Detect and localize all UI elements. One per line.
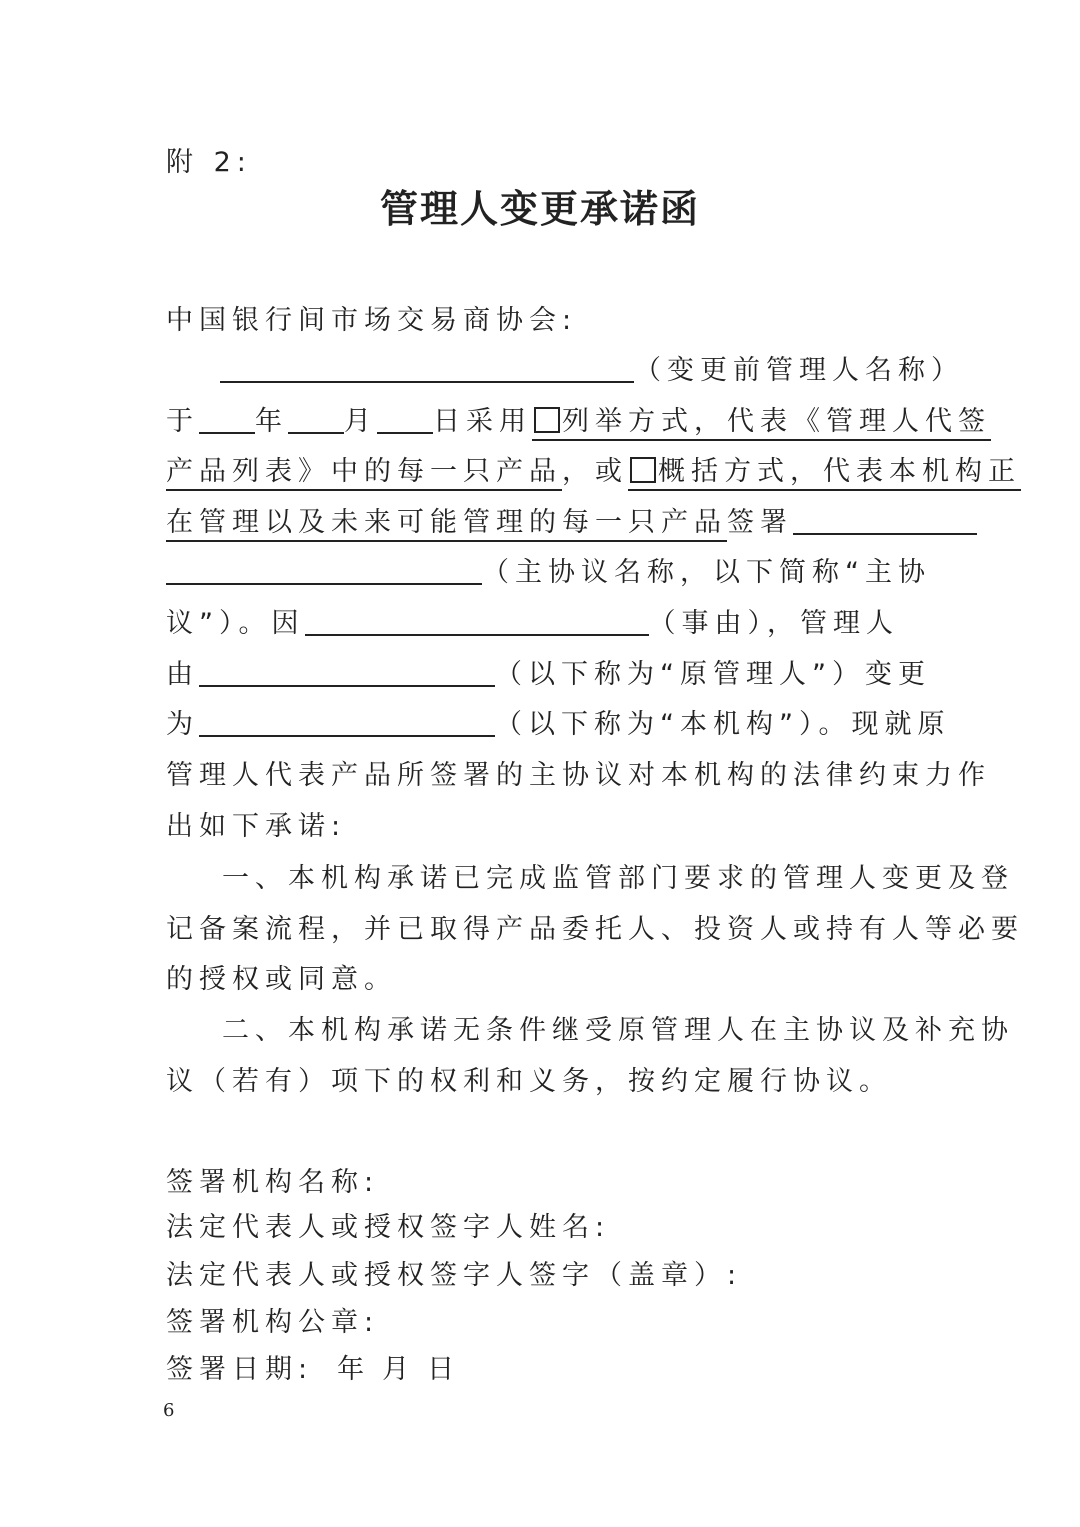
- blank-original-manager[interactable]: [199, 659, 495, 687]
- commitment-2-line-1: 二、本机构承诺无条件继受原管理人在主协议及补充协: [222, 1015, 1014, 1046]
- document-title: 管理人变更承诺函: [380, 186, 701, 231]
- text-or: ，或: [562, 456, 628, 487]
- page-number: 6: [163, 1400, 175, 1421]
- signature-org-name: 签署机构名称:: [166, 1167, 380, 1198]
- date-label: 签署日期:: [166, 1354, 314, 1385]
- blank-agreement-name-2[interactable]: [166, 557, 482, 585]
- commitment-2-line-2: 议（若有）项下的权利和义务，按约定履行协议。: [166, 1066, 892, 1097]
- blank-this-org[interactable]: [199, 709, 495, 737]
- signature-org-seal: 签署机构公章:: [166, 1307, 380, 1338]
- original-manager-label: （以下称为“原管理人”）变更: [495, 659, 931, 690]
- blank-agreement-name-1[interactable]: [793, 507, 977, 535]
- body-line-1: [220, 354, 964, 388]
- body-line-5: [166, 556, 931, 590]
- date-day: 日: [427, 1354, 461, 1385]
- product-list-text: 产品列表》中的每一只产品: [166, 456, 562, 491]
- list-mode-option: [532, 406, 991, 441]
- signature-date: [166, 1353, 460, 1387]
- body-line-9: 管理人代表产品所签署的主协议对本机构的法律约束力作: [166, 760, 991, 791]
- signature-rep-sign: 法定代表人或授权签字人签字（盖章）:: [166, 1260, 743, 1291]
- body-line-3: [166, 455, 1021, 489]
- general-mode-checkbox[interactable]: [630, 457, 656, 483]
- body-line-2: [166, 405, 991, 439]
- reason-label: （事由），管理人: [648, 608, 899, 639]
- date-year: 年: [337, 1354, 371, 1385]
- body-line-6: [166, 607, 899, 641]
- body-line-4: [166, 506, 977, 540]
- date-month: 月: [382, 1354, 416, 1385]
- signature-rep-name: 法定代表人或授权签字人姓名:: [166, 1212, 611, 1243]
- commitment-1-line-2: 记备案流程，并已取得产品委托人、投资人或持有人等必要: [166, 914, 1024, 945]
- text-year: 年: [255, 406, 288, 437]
- commitment-1-line-3: 的授权或同意。: [166, 964, 397, 995]
- body-line-7: [166, 658, 931, 692]
- agreement-name-label: （主协议名称，以下简称“主协: [482, 557, 931, 588]
- blank-pre-manager-name[interactable]: [220, 355, 634, 383]
- text-day-adopt: 日采用: [433, 406, 532, 437]
- addressee: 中国银行间市场交易商协会:: [166, 305, 578, 336]
- text-yu: 于: [166, 406, 199, 437]
- commitment-1-line-1: 一、本机构承诺已完成监管部门要求的管理人变更及登: [222, 863, 1014, 894]
- agreement-end-text: 议”）。因: [166, 608, 305, 639]
- managing-text: 在管理以及未来可能管理的每一只产品: [166, 507, 727, 542]
- blank-month[interactable]: [288, 406, 344, 434]
- text-month: 月: [344, 406, 377, 437]
- list-mode-checkbox[interactable]: [534, 407, 560, 433]
- blank-day[interactable]: [377, 406, 433, 434]
- attachment-label: 附 2:: [166, 147, 252, 178]
- text-sign: 签署: [727, 507, 793, 538]
- general-mode-text: 概括方式，代表本机构正: [658, 456, 1021, 487]
- text-from: 由: [166, 659, 199, 690]
- body-line-10: 出如下承诺:: [166, 811, 347, 842]
- body-line-8: [166, 708, 950, 742]
- list-mode-text: 列举方式，代表《管理人代签: [562, 406, 991, 437]
- this-org-label: （以下称为“本机构”）。现就原: [495, 709, 951, 740]
- blank-year[interactable]: [199, 406, 255, 434]
- general-mode-option: [628, 456, 1021, 491]
- pre-manager-name-label: （变更前管理人名称）: [634, 355, 964, 386]
- text-to: 为: [166, 709, 199, 740]
- blank-reason[interactable]: [305, 608, 649, 636]
